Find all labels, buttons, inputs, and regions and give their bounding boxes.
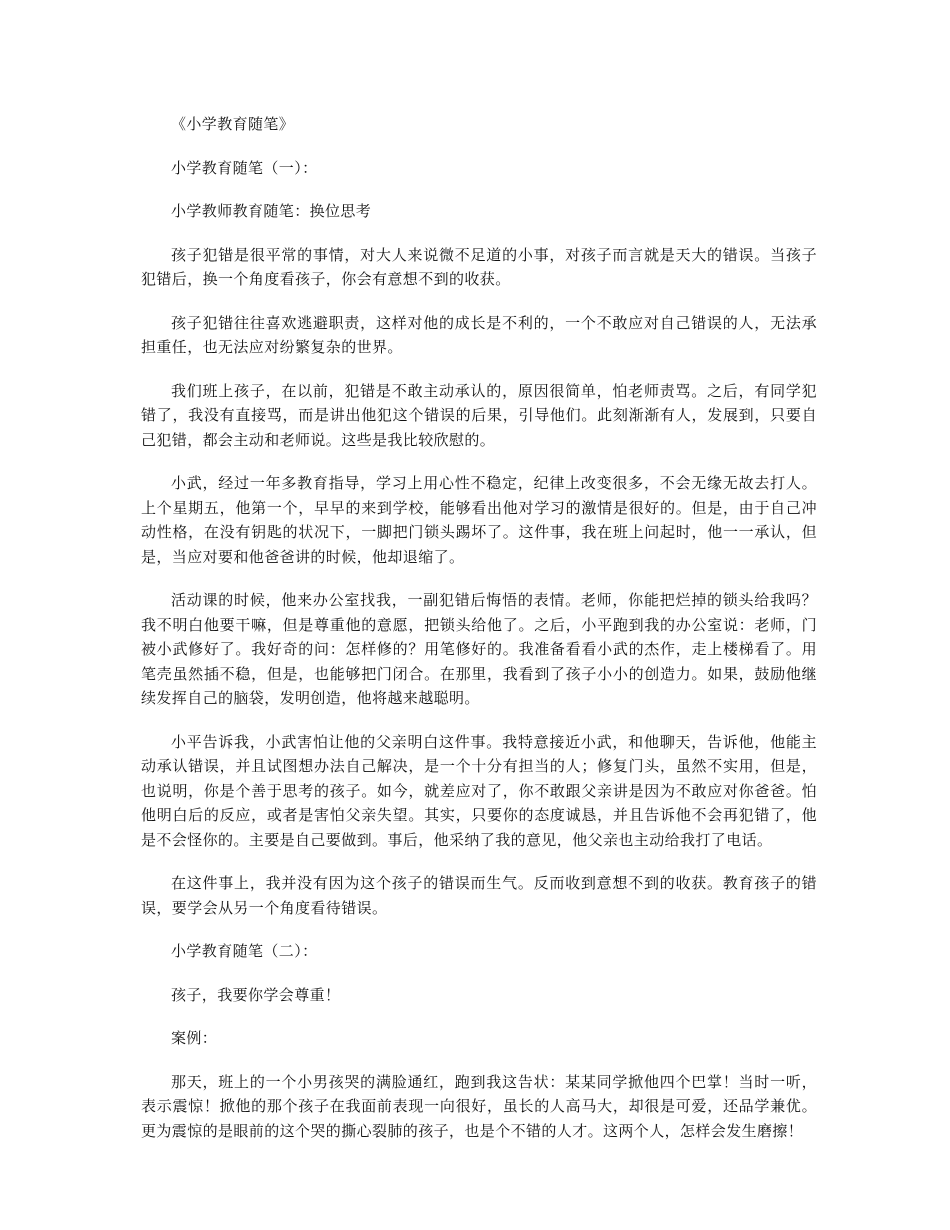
paragraph: 孩子犯错往往喜欢逃避职责，这样对他的成长是不利的，一个不敢应对自己错误的人，无法承担重任，也无法应对纷繁复杂的世界。	[141, 313, 817, 356]
document-body	[141, 112, 817, 1162]
paragraph: 活动课的时候，他来办公室找我，一副犯错后悔悟的表情。老师，你能把烂掉的锁头给我吗？我不明白他要干嘛，但是尊重他的意愿，把锁头给他了。之后，小平跑到我的办公室说：老师，门被小武修好了。我好奇的问：怎样修的？用笔修好的。我准备看看小武的杰作，走上楼梯看了。用笔壳虽然插不稳，但是，也能够把门闭合。在那里，我看到了孩子小小的创造力。如果，鼓励他继续发挥自己的脑袋，发明创造，他将越来越聪明。	[141, 591, 817, 707]
paragraph: 孩子犯错是很平常的事情，对大人来说微不足道的小事，对孩子而言就是天大的错误。当孩子犯错后，换一个角度看孩子，你会有意想不到的收获。	[141, 245, 817, 288]
section1-subtitle: 小学教师教育随笔：换位思考	[171, 202, 372, 220]
section2-heading: 小学教育随笔（二）：	[171, 942, 318, 960]
section2-subtitle: 孩子，我要你学会尊重！	[171, 985, 341, 1004]
paragraph: 小武，经过一年多教育指导，学习上用心性不稳定，纪律上改变很多，不会无缘无故去打人。上个星期五，他第一个，早早的来到学校，能够看出他对学习的激情是很好的。但是，由于自己冲动性格，在没有钥匙的状况下，一脚把门锁头踢坏了。这件事，我在班上问起时，他一一承认，但是，当应对要和他爸爸讲的时候，他却退缩了。	[141, 474, 817, 566]
paragraph: 小平告诉我，小武害怕让他的父亲明白这件事。我特意接近小武，和他聊天，告诉他，他能主动承认错误，并且试图想办法自己解决，是一个十分有担当的人；修复门头，虽然不实用，但是，也说明，你是个善于思考的孩子。如今，就差应对了，你不敢跟父亲讲是因为不敢应对你爸爸。怕他明白后的反应，或者是害怕父亲失望。其实，只要你的态度诚恳，并且告诉他不会再犯错了，他是不会怪你的。主要是自己要做到。事后，他采纳了我的意见，他父亲也主动给我打了电话。	[141, 732, 817, 849]
section1-heading: 小学教育随笔（一）：	[171, 158, 318, 177]
document-title: 《小学教育随笔》	[171, 115, 295, 133]
paragraph: 我们班上孩子，在以前，犯错是不敢主动承认的，原因很简单，怕老师责骂。之后，有同学犯错了，我没有直接骂，而是讲出他犯这个错误的后果，引导他们。此刻渐渐有人，发展到，只要自己犯错，都会主动和老师说。这些是我比较欣慰的。	[141, 381, 817, 449]
paragraph: 在这件事上，我并没有因为这个孩子的错误而生气。反而收到意想不到的收获。教育孩子的错误，要学会从另一个角度看待错误。	[141, 874, 817, 917]
section2-case-label: 案例：	[171, 1029, 218, 1047]
paragraph: 那天，班上的一个小男孩哭的满脸通红，跑到我这告状：某某同学掀他四个巴掌！当时一听，表示震惊！掀他的那个孩子在我面前表现一向很好，虽长的人高马大，却很是可爱，还品学兼优。更为震惊的是眼前的这个哭的撕心裂肺的孩子，也是个不错的人才。这两个人，怎样会发生磨擦！	[141, 1072, 817, 1140]
